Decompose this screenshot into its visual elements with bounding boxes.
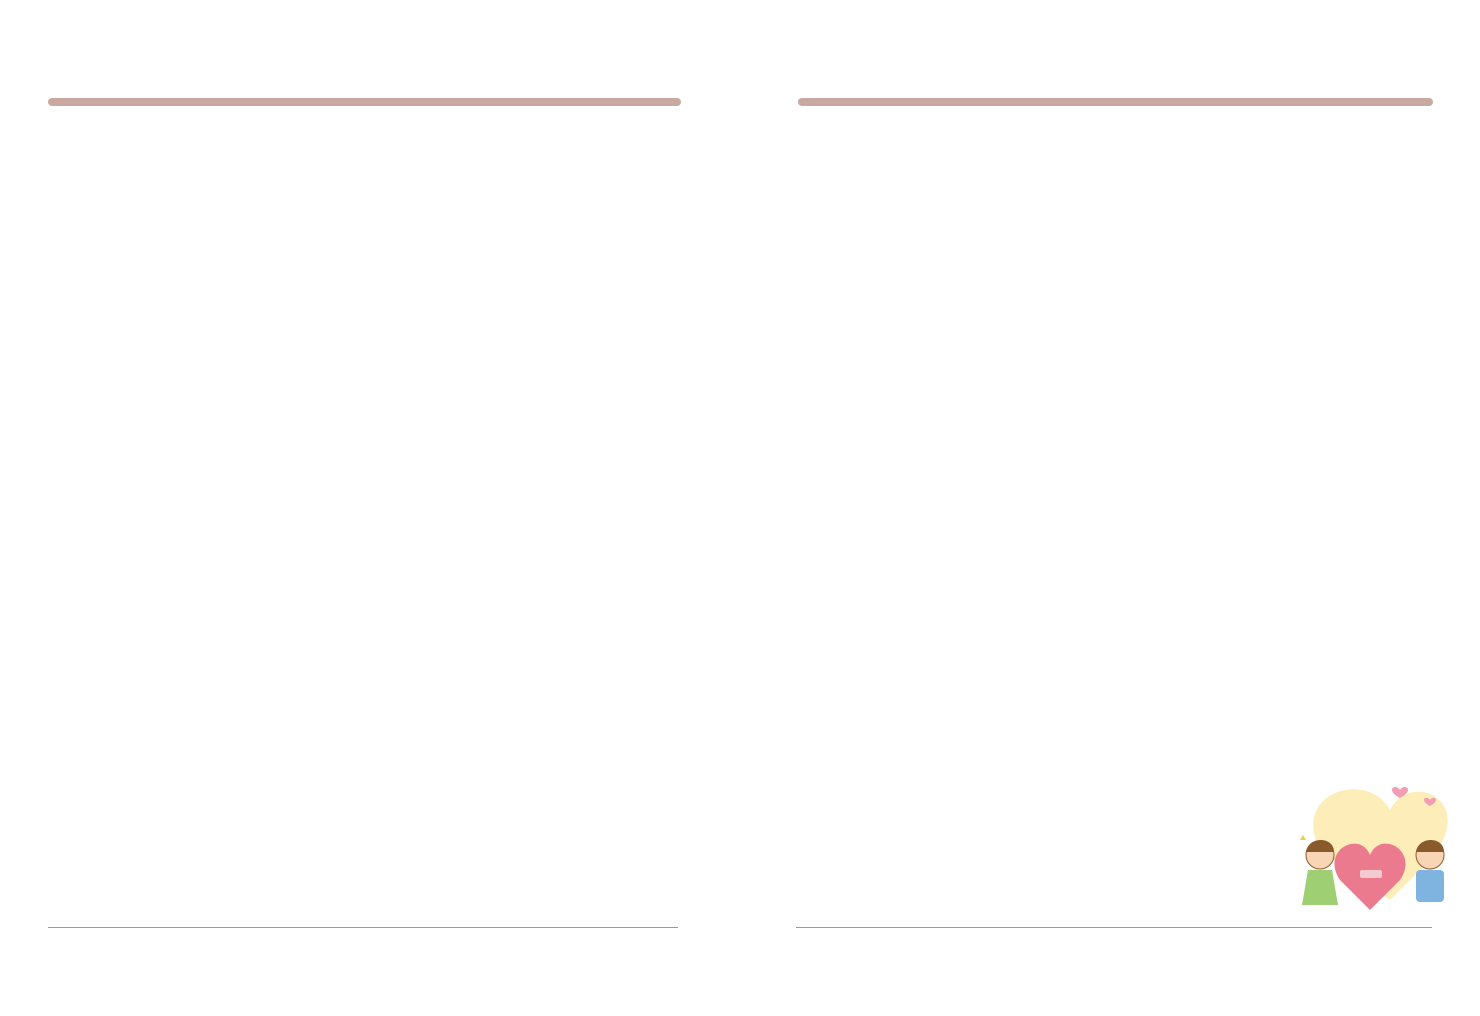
footer-rule (48, 927, 678, 928)
children-heart-illustration (1280, 770, 1450, 920)
footer-rule (796, 927, 1432, 928)
right-page (740, 0, 1480, 1016)
title-bar (798, 98, 1433, 106)
title-bar (48, 98, 681, 106)
